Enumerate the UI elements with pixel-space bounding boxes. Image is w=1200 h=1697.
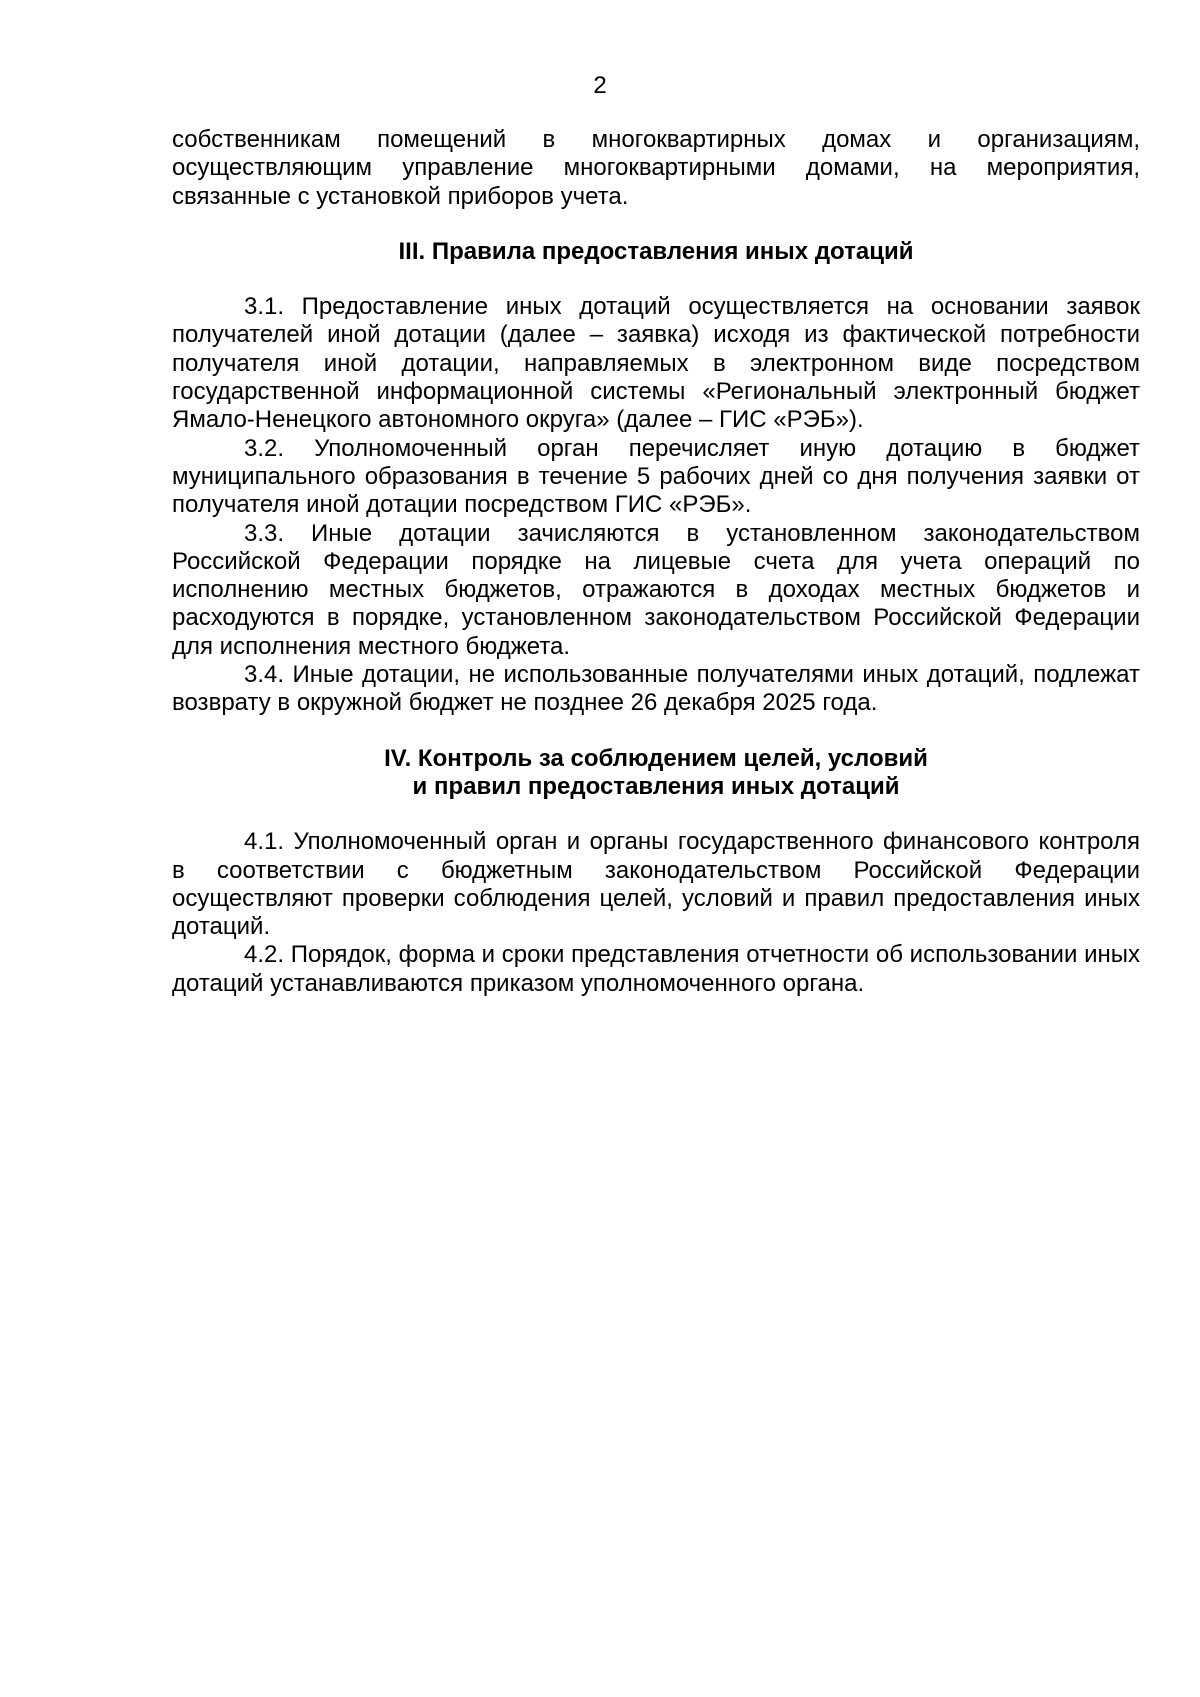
section-4-title-line-2: и правил предоставления иных дотаций (412, 772, 900, 800)
intro-paragraph: собственникам помещений в многоквартирных домах и организациям, осуществляющим управление многоквартирными домами, на мероприятия, связанные с установкой приборов учета. (172, 126, 1140, 210)
section-4-title-line-1: IV. Контроль за соблюдением целей, условий (384, 744, 928, 772)
paragraph-4-2: 4.2. Порядок, форма и сроки представления отчетности об использовании иных дотаций устанавливаются приказом уполномоченного органа. (172, 941, 1140, 997)
section-3-title: III. Правила предоставления иных дотаций (398, 237, 914, 265)
document-body (172, 126, 1140, 998)
section-3-heading (172, 238, 1140, 266)
paragraph-3-4: 3.4. Иные дотации, не использованные получателями иных дотаций, подлежат возврату в окружной бюджет не позднее 26 декабря 2025 года. (172, 661, 1140, 717)
paragraph-4-1: 4.1. Уполномоченный орган и органы государственного финансового контроля в соответствии с бюджетным законодательством Российской Федерации осуществляют проверки соблюдения целей, условий и правил предоставления иных дотаций. (172, 828, 1140, 941)
section-4-heading (172, 745, 1140, 802)
paragraph-3-2: 3.2. Уполномоченный орган перечисляет иную дотацию в бюджет муниципального образования в течение 5 рабочих дней со дня получения заявки от получателя иной дотации посредством ГИС «РЭБ». (172, 434, 1140, 519)
paragraph-3-1: 3.1. Предоставление иных дотаций осуществляется на основании заявок получателей иной дотации (далее – заявка) исходя из фактической потребности получателя иной дотации, направляемых в электронном виде посредством государственной информационной системы «Региональный электронный бюджет Ямало-Ненецкого автономного округа» (далее – ГИС «РЭБ»). (172, 293, 1140, 434)
page-number: 2 (593, 72, 607, 99)
paragraph-3-3: 3.3. Иные дотации зачисляются в установленном законодательством Российской Федерации порядке на лицевые счета для учета операций по исполнению местных бюджетов, отражаются в доходах местных бюджетов и расходуются в порядке, установленном законодательством Российской Федерации для исполнения местного бюджета. (172, 519, 1140, 660)
